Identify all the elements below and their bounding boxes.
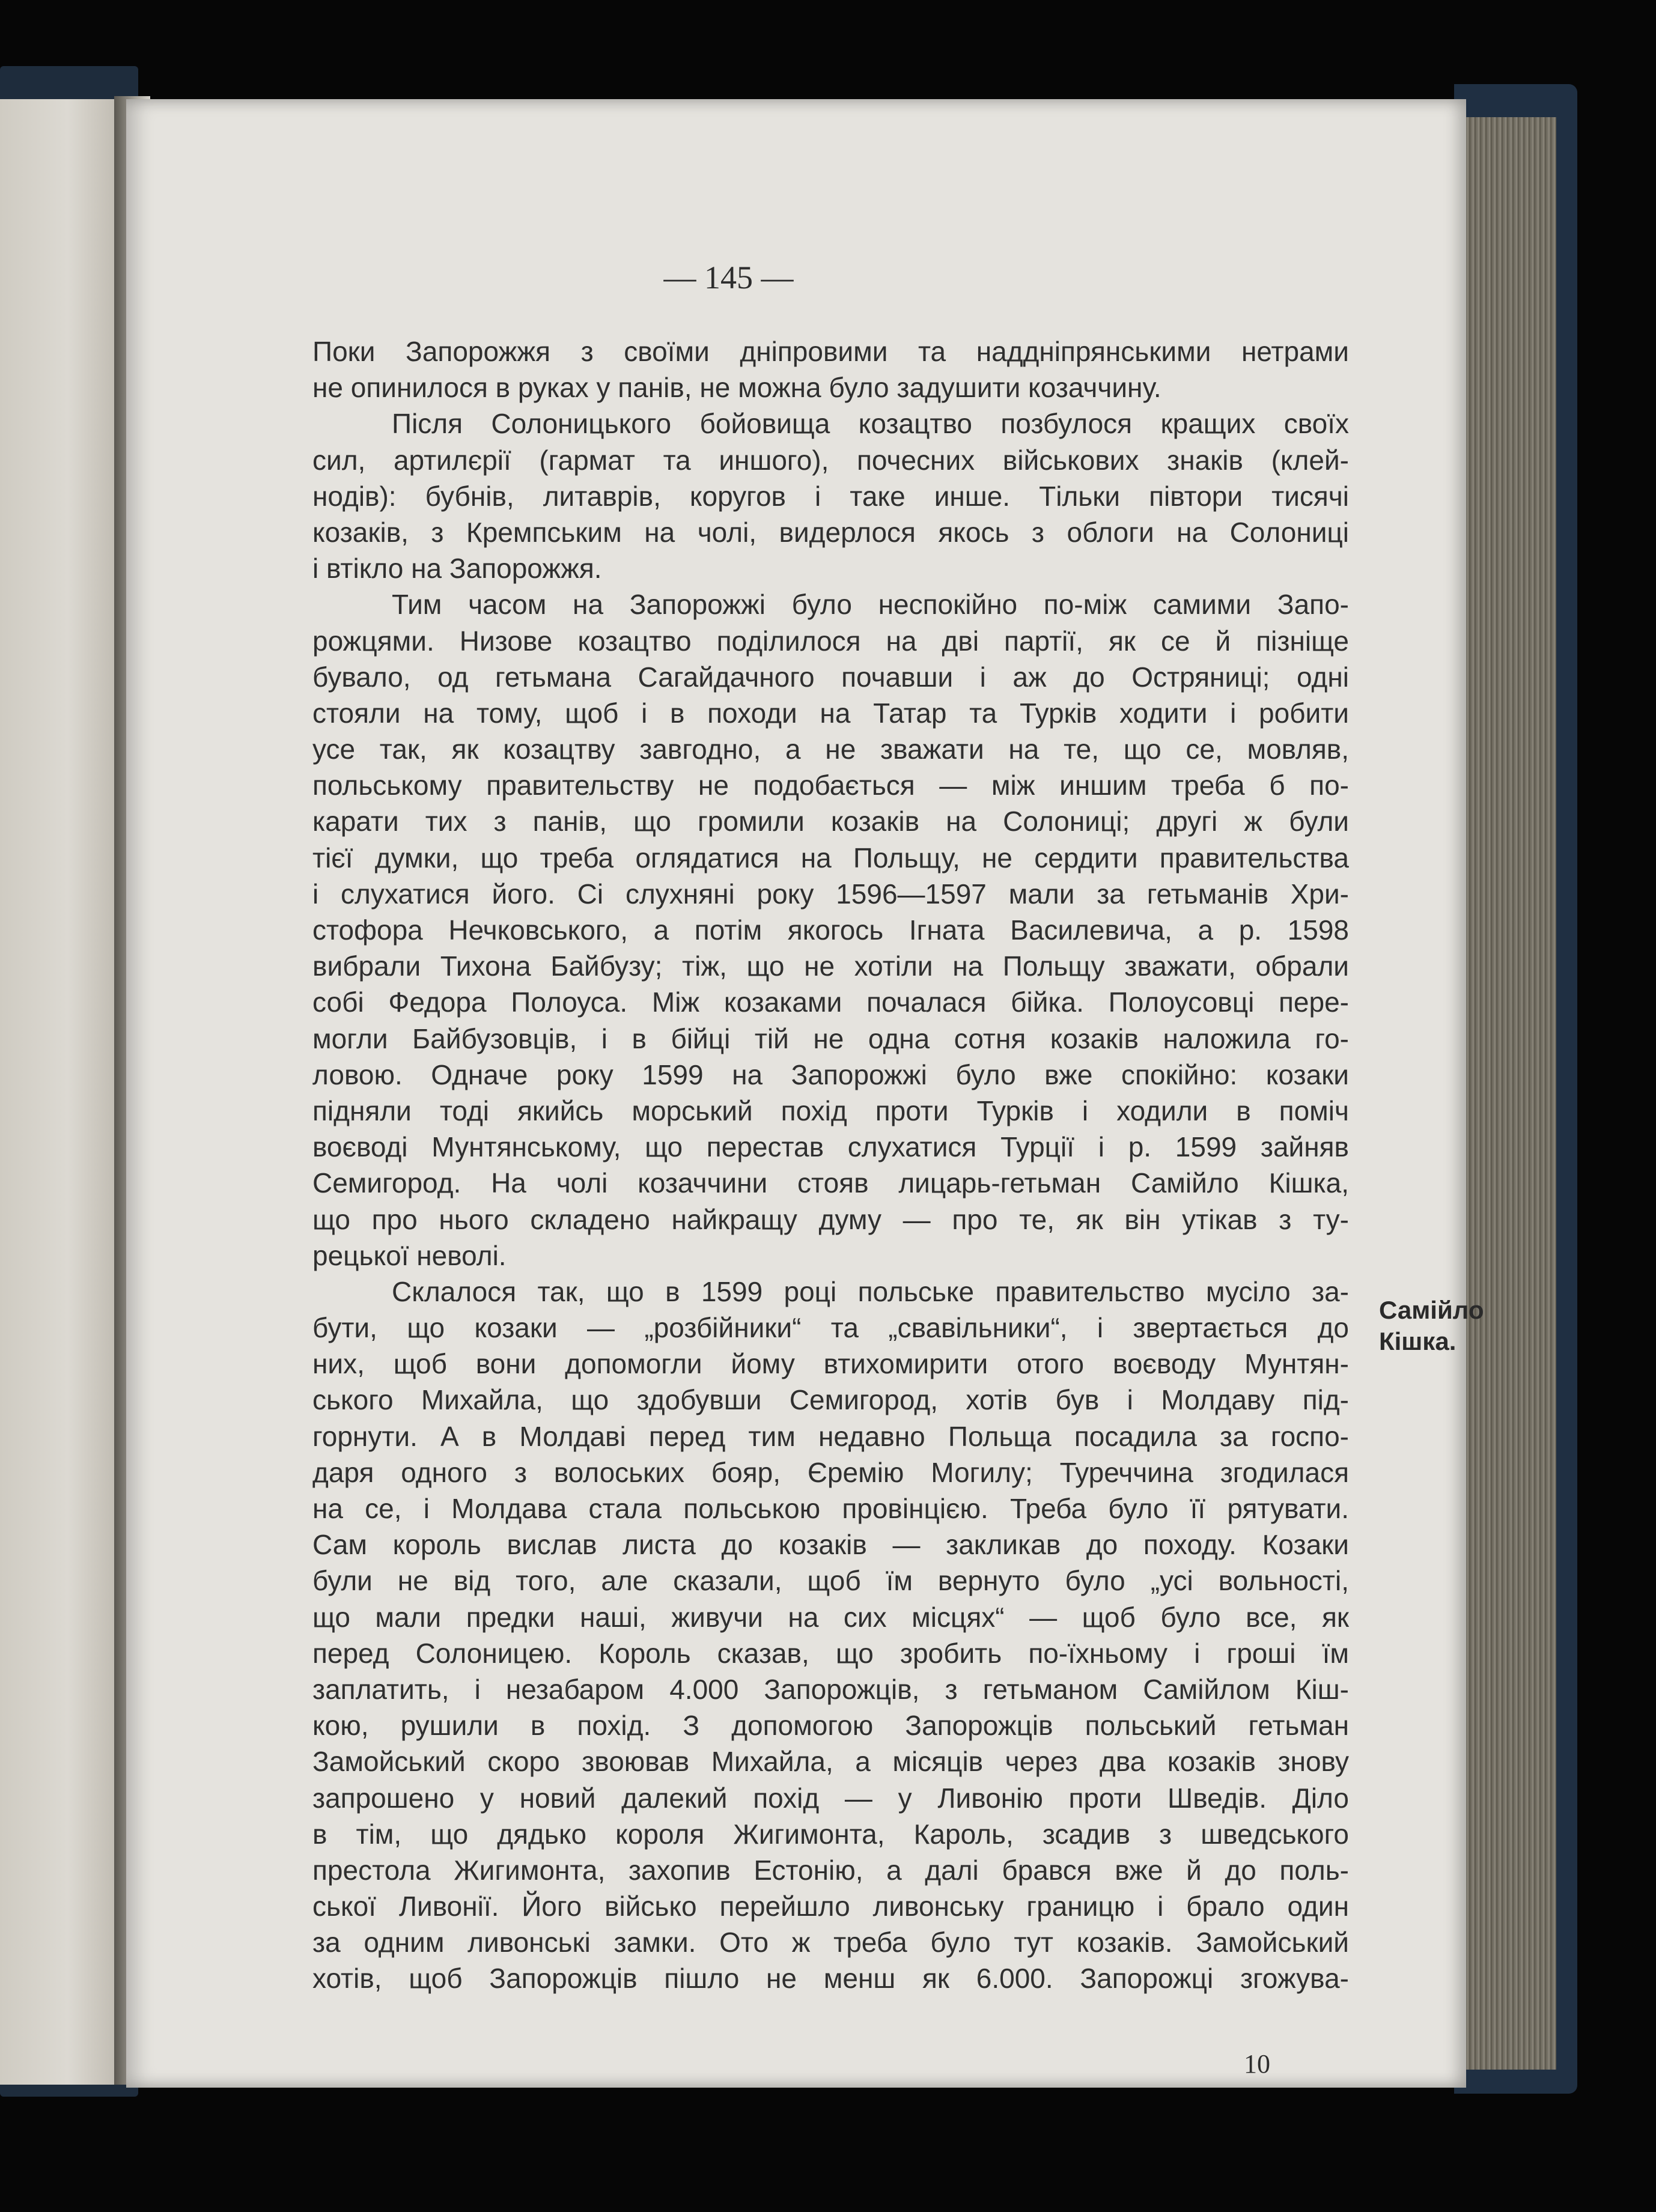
text-line: нодів): бубнів, литаврів, коругов і таке инше. Тільки півтори тисячі bbox=[312, 480, 1349, 512]
text-line: рецької неволі. bbox=[312, 1239, 507, 1271]
text-line: них, щоб вони допомогли йому втихомирити отого воєводу Мунтян- bbox=[312, 1348, 1349, 1380]
text-line: були не від того, але сказали, щоб їм вернуто було „усі вольності, bbox=[312, 1565, 1349, 1597]
text-line: даря одного з волоських бояр, Єремію Могилу; Туреччина згодилася bbox=[312, 1456, 1349, 1488]
signature-number: 10 bbox=[1244, 2049, 1270, 2079]
text-line: воєводі Мунтянському, що перестав слухатися Турції і р. 1599 зайняв bbox=[312, 1131, 1349, 1163]
text-line: собі Федора Полоуса. Між козаками почалася бійка. Полоусовці пере- bbox=[312, 986, 1349, 1018]
margin-note-line: Самійло bbox=[1379, 1296, 1484, 1324]
text-line: престола Жигимонта, захопив Естонію, а далі брався вже й до поль- bbox=[312, 1854, 1349, 1886]
text-line: козаків, з Кремпським на чолі, видерлося якось з облоги на Солониці bbox=[312, 516, 1349, 548]
text-line: в тім, що дядько короля Жигимонта, Кароль, зсадив з шведського bbox=[312, 1818, 1349, 1850]
text-line: Семигород. На чолі козаччини стояв лицарь-гетьман Самійло Кішка, bbox=[312, 1167, 1349, 1199]
text-line: стофора Нечковського, а потім якогось Ігната Василевича, а р. 1598 bbox=[312, 914, 1349, 946]
text-line: Склалося так, що в 1599 році польське правительство мусіло за- bbox=[392, 1275, 1349, 1307]
text-line: вибрали Тихона Байбузу; тіж, що не хотіли на Польщу зважати, обрали bbox=[312, 950, 1349, 982]
text-line: ського Михайла, що здобувши Семигород, хотів був і Молдаву під- bbox=[312, 1384, 1349, 1416]
margin-note-line: Кішка. bbox=[1379, 1327, 1457, 1355]
text-line: що мали предки наші, живучи на сих місцях“ — щоб було все, як bbox=[312, 1601, 1349, 1633]
text-line: за одним ливонські замки. Ото ж треба було тут козаків. Замойський bbox=[312, 1927, 1349, 1958]
text-line: Замойський скоро звоював Михайла, а місяців через два козаків знову bbox=[312, 1746, 1349, 1778]
text-line: Після Солоницького бойовища козацтво позбулося кращих своїх bbox=[392, 408, 1349, 440]
text-line: Тим часом на Запорожжі було неспокійно по-між самими Запо- bbox=[392, 589, 1349, 621]
text-line: що про нього складено найкращу думу — про те, як він утікав з ту- bbox=[312, 1203, 1349, 1235]
margin-note bbox=[1379, 1295, 1484, 1357]
text-line: бути, що козаки — „розбійники“ та „свавільники“, і звертається до bbox=[312, 1312, 1349, 1344]
text-line: бувало, од гетьмана Сагайдачного почавши і аж до Остряниці; одні bbox=[312, 661, 1349, 693]
text-line: польському правительству не подобається — між иншим треба б по- bbox=[312, 770, 1349, 801]
page-number: — 145 — bbox=[663, 260, 794, 296]
text-line: сил, артилєрії (гармат та иншого), почесних військових знаків (клей- bbox=[312, 444, 1349, 476]
text-line: усе так, як козацтву завгодно, а не зважати на те, що се, мовляв, bbox=[312, 734, 1349, 765]
text-line: ської Ливонії. Його військо перейшло ливонську границю і брало один bbox=[312, 1891, 1349, 1922]
text-line: могли Байбузовців, і в бійці тій не одна сотня козаків наложила го- bbox=[312, 1022, 1349, 1054]
text-line: і втікло на Запорожжя. bbox=[312, 553, 602, 585]
book-page bbox=[126, 99, 1484, 2088]
text-line: хотів, щоб Запорожців пішло не менш як 6.000. Запорожці згожува- bbox=[312, 1963, 1349, 1995]
text-line: ловою. Одначе року 1599 на Запорожжі було вже спокійно: козаки bbox=[312, 1059, 1349, 1090]
text-line: Поки Запорожжя з своїми дніпровими та наддніпрянськими нетрами bbox=[312, 336, 1349, 367]
text-line: кою, рушили в похід. З допомогою Запорожців польський гетьман bbox=[312, 1710, 1349, 1742]
text-line: карати тих з панів, що громили козаків на Солониці; другі ж були bbox=[312, 806, 1349, 837]
body-text bbox=[312, 333, 1349, 1997]
text-line: і слухатися його. Сі слухняні року 1596—1597 мали за гетьманів Хри- bbox=[312, 878, 1349, 910]
page-stack-edge bbox=[1466, 117, 1556, 2070]
text-line: не опинилося в руках у панів, не можна було задушити козаччину. bbox=[312, 372, 1161, 404]
text-line: на се, і Молдава стала польською провінцією. Треба було її рятувати. bbox=[312, 1493, 1349, 1524]
text-line: запрошено у новий далекий похід — у Ливонію проти Шведів. Діло bbox=[312, 1782, 1349, 1814]
text-line: перед Солоницею. Король сказав, що зробить по-їхньому і гроші їм bbox=[312, 1637, 1349, 1669]
text-line: тієї думки, що треба оглядатися на Польщу, не сердити правительства bbox=[312, 842, 1349, 874]
text-line: рожцями. Низове козацтво поділилося на дві партії, як се й пізніще bbox=[312, 625, 1349, 657]
text-line: горнути. А в Молдаві перед тим недавно Польща посадила за госпо- bbox=[312, 1420, 1349, 1452]
left-page-edge bbox=[0, 99, 123, 2085]
text-line: Сам король вислав листа до козаків — закликав до походу. Козаки bbox=[312, 1529, 1349, 1561]
text-line: стояли на тому, щоб і в походи на Татар та Турків ходити і робити bbox=[312, 697, 1349, 729]
text-line: заплатить, і незабаром 4.000 Запорожців, з гетьманом Самійлом Кіш- bbox=[312, 1673, 1349, 1705]
text-line: підняли тоді якийсь морський похід проти Турків і ходили в поміч bbox=[312, 1095, 1349, 1126]
